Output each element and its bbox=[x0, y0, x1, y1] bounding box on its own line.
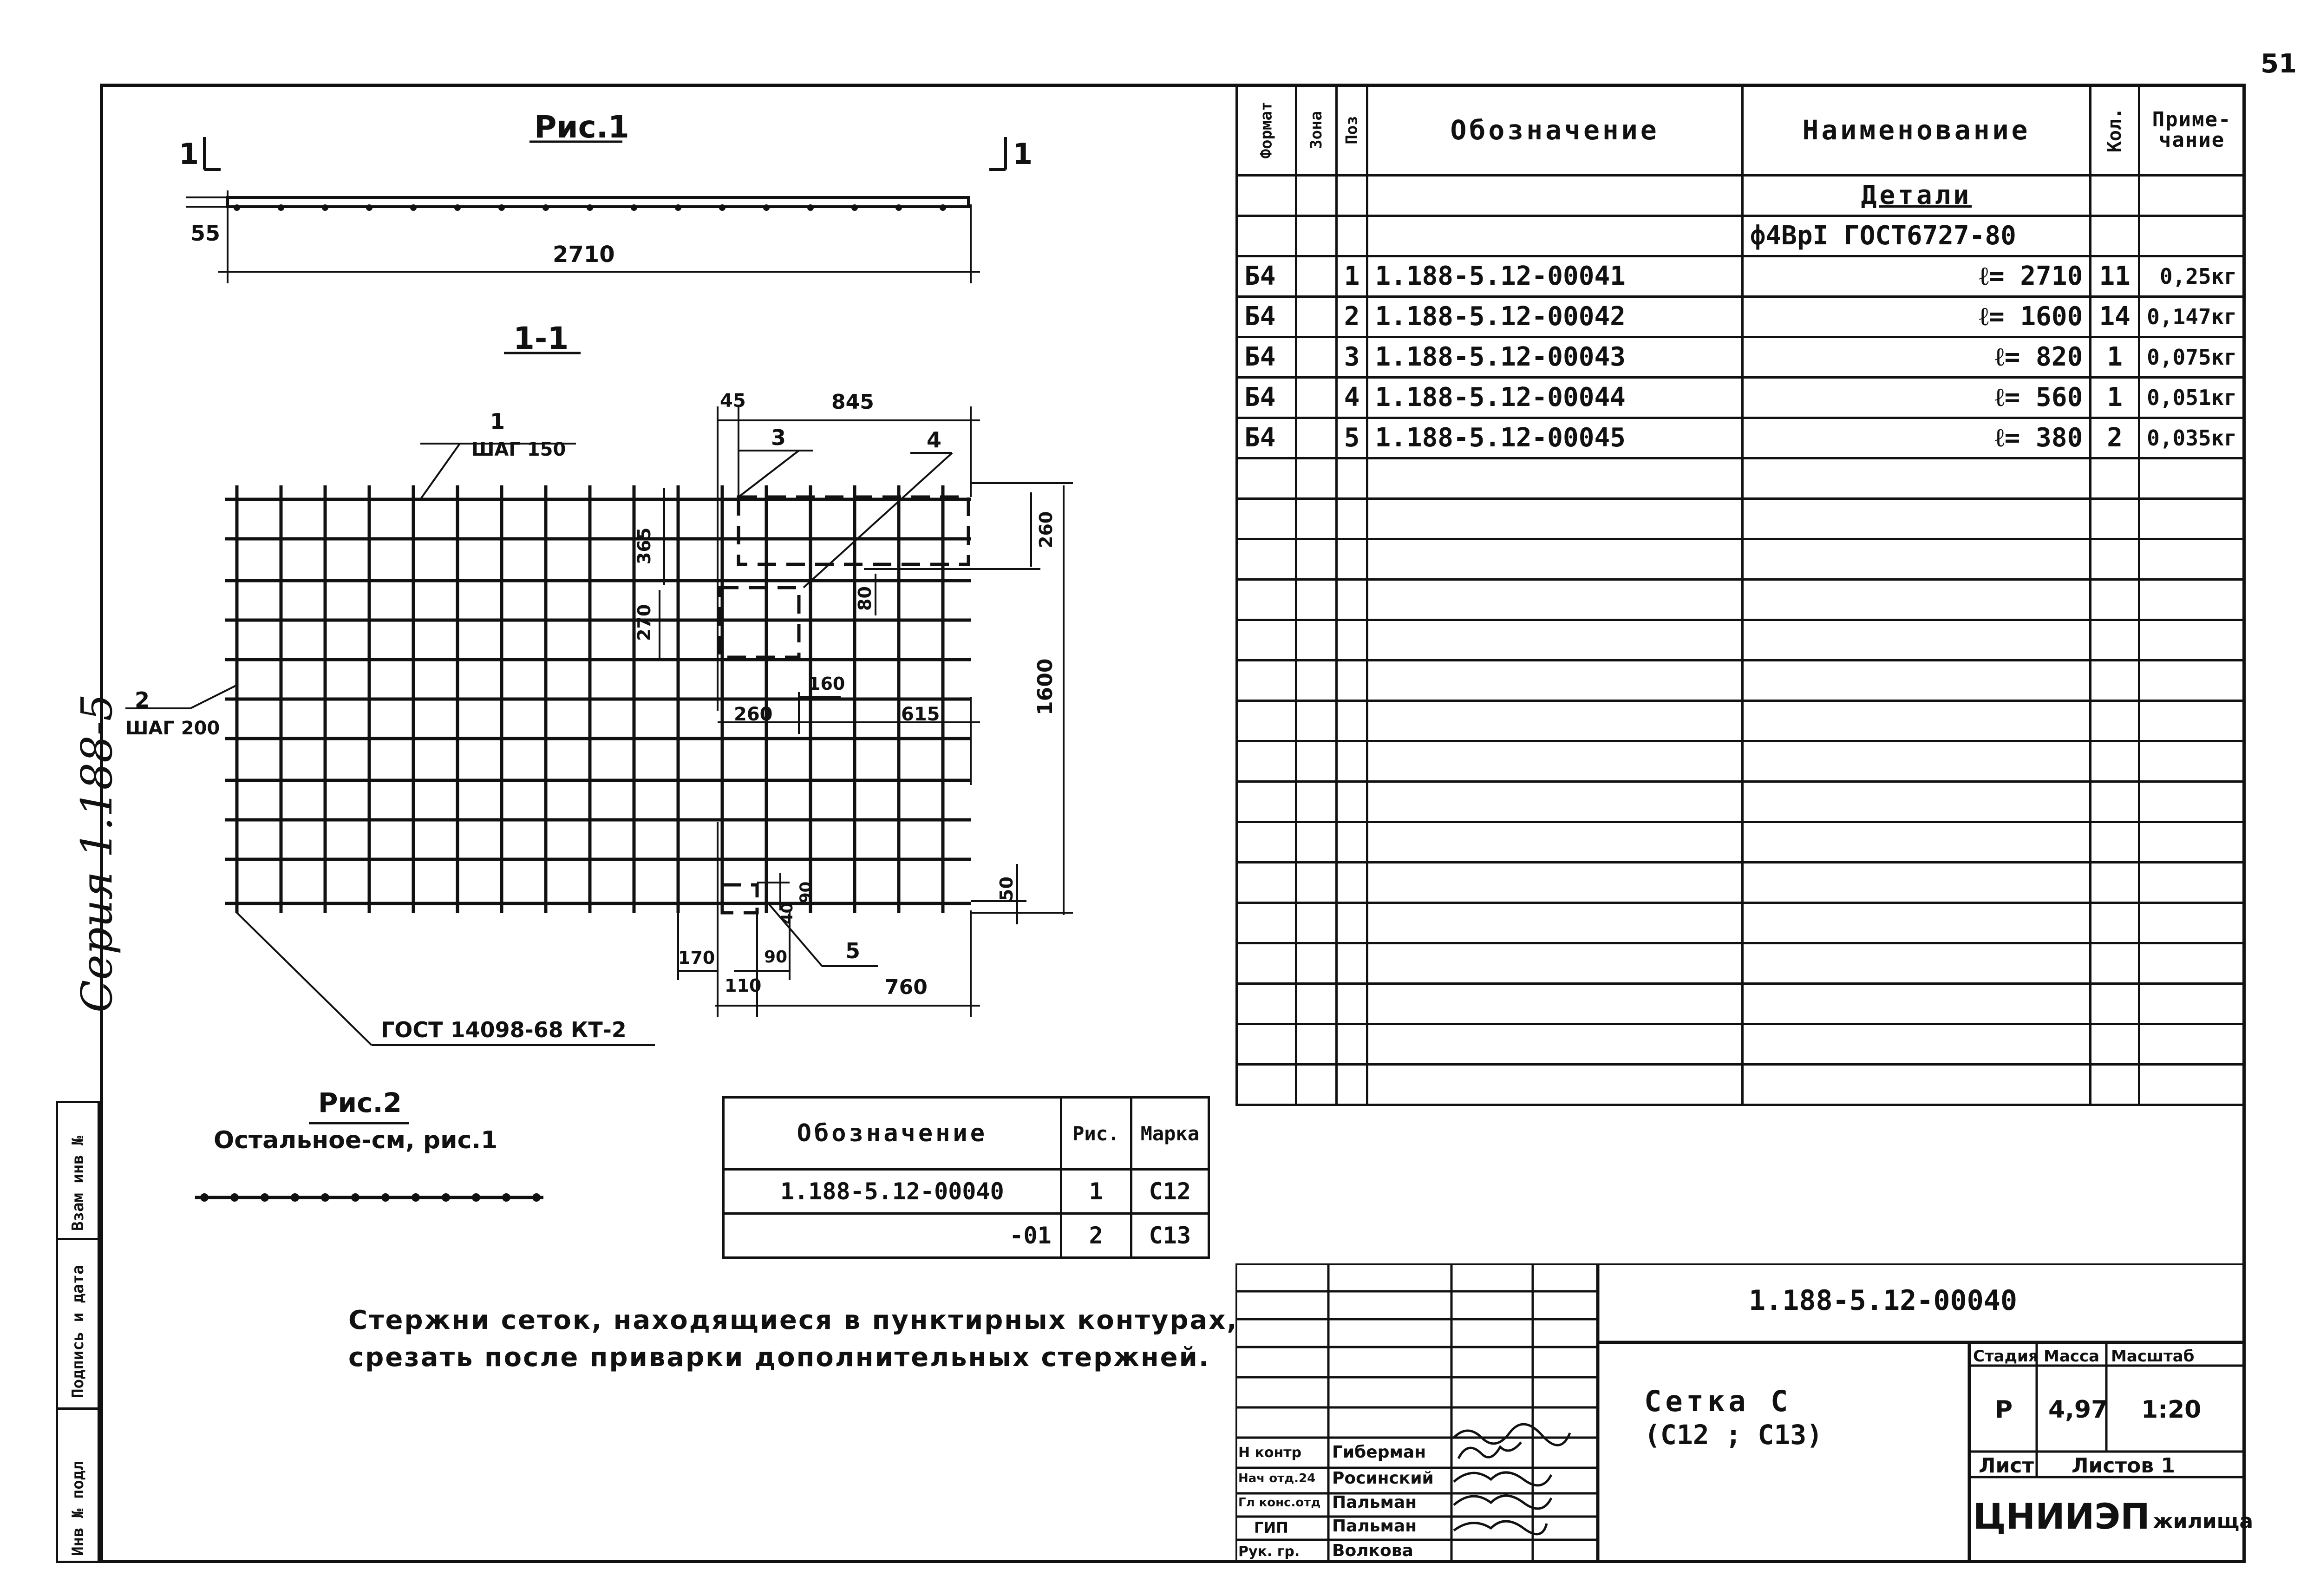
mesh-grid bbox=[225, 485, 971, 913]
fig2-weld-dot bbox=[321, 1193, 329, 1202]
spec-cell-format: Б4 bbox=[1237, 418, 1296, 458]
tb-role-name: Гиберман bbox=[1332, 1443, 1426, 1462]
tb-role: Нач отд.24 bbox=[1238, 1472, 1316, 1485]
fig2-weld-dot bbox=[291, 1193, 299, 1202]
dim-1600: 1600 bbox=[1033, 658, 1057, 715]
side-stamp-inv: Инв № подл bbox=[69, 1461, 87, 1556]
spec-cell-designation: 1.188-5.12-00044 bbox=[1367, 378, 1742, 418]
spec-cell-format: Б4 bbox=[1237, 297, 1296, 337]
spec-material: ф4ВрI ГОСТ6727-80 bbox=[1742, 216, 2091, 256]
spec-cell-qty: 14 bbox=[2091, 297, 2139, 337]
spec-table bbox=[1235, 84, 2246, 1106]
page-number: 51 bbox=[2261, 49, 2297, 79]
spec-cell-note: 0,147кг bbox=[2139, 297, 2245, 337]
section-mark-left: 1 bbox=[179, 137, 199, 171]
note-line1: Стержни сеток, находящиеся в пунктирных контурах, bbox=[348, 1305, 1238, 1335]
spec-cell-qty: 2 bbox=[2091, 418, 2139, 458]
tb-role: Н контр bbox=[1238, 1445, 1302, 1461]
dim-845: 845 bbox=[831, 390, 874, 414]
side-stamp-vzam: Взам инв № bbox=[69, 1136, 87, 1231]
fig2-weld-dot bbox=[442, 1193, 450, 1202]
spec-cell-designation: 1.188-5.12-00045 bbox=[1367, 418, 1742, 458]
dim-160: 160 bbox=[808, 674, 845, 694]
pos5-label: 5 bbox=[845, 938, 861, 963]
spec-cell-designation: 1.188-5.12-00043 bbox=[1367, 337, 1742, 378]
spec-cell-qty: 1 bbox=[2091, 337, 2139, 378]
tb-role: ГИП bbox=[1254, 1519, 1288, 1537]
tb-sheets-label: Листов 1 bbox=[2072, 1454, 2175, 1478]
dim-110: 110 bbox=[725, 975, 762, 996]
spec-row bbox=[1237, 337, 2245, 378]
dim-90b: 90 bbox=[764, 948, 788, 967]
spec-cell-note: 0,035кг bbox=[2139, 418, 2245, 458]
marks-row-designation: -01 bbox=[724, 1214, 1061, 1258]
fig2-weld-dot bbox=[230, 1193, 239, 1202]
pos1-label: 1 bbox=[490, 409, 505, 434]
tb-title-line2: (С12 ; С13) bbox=[1644, 1419, 1823, 1451]
marks-row-fig: 2 bbox=[1061, 1214, 1131, 1258]
dim-45: 45 bbox=[720, 390, 746, 412]
spec-cell-name: ℓ= 1600 bbox=[1742, 297, 2091, 337]
step2-label: ШАГ 200 bbox=[125, 718, 220, 739]
series-handwritten: Серия 1.188-5 bbox=[72, 693, 122, 1013]
spec-cell-note: 0,25кг bbox=[2139, 256, 2245, 297]
marks-table bbox=[722, 1096, 1210, 1259]
weld-dot bbox=[895, 204, 902, 211]
tb-stage-label: Стадия bbox=[1973, 1347, 2039, 1366]
spec-header-qty: Кол. bbox=[2091, 85, 2139, 176]
spec-cell-pos: 1 bbox=[1336, 256, 1367, 297]
weld-dot bbox=[278, 204, 284, 211]
tb-role-name: Пальман bbox=[1332, 1493, 1417, 1512]
marks-header-fig: Рис. bbox=[1061, 1098, 1131, 1170]
spec-header-name: Наименование bbox=[1742, 85, 2091, 176]
marks-row-fig: 1 bbox=[1061, 1170, 1131, 1214]
tb-role-name: Пальман bbox=[1332, 1517, 1417, 1536]
weld-dot bbox=[542, 204, 549, 211]
tb-scale: 1:20 bbox=[2141, 1396, 2202, 1424]
spec-header-note: Приме-чание bbox=[2139, 85, 2245, 176]
spec-row bbox=[1237, 256, 2245, 297]
spec-cell-name: ℓ= 560 bbox=[1742, 378, 2091, 418]
tb-scale-label: Масштаб bbox=[2111, 1347, 2195, 1366]
side-stamp-sign-date: Подпись и дата bbox=[69, 1265, 87, 1398]
spec-section-title: Детали bbox=[1742, 176, 2091, 216]
spec-cell-designation: 1.188-5.12-00041 bbox=[1367, 256, 1742, 297]
dim-170: 170 bbox=[678, 948, 715, 968]
spec-cell-designation: 1.188-5.12-00042 bbox=[1367, 297, 1742, 337]
fig2-subtitle: Остальное-см, рис.1 bbox=[214, 1126, 498, 1154]
spec-cell-pos: 3 bbox=[1336, 337, 1367, 378]
tb-role-name: Волкова bbox=[1332, 1541, 1413, 1560]
fig2-weld-dot bbox=[412, 1193, 420, 1202]
spec-cell-name: ℓ= 820 bbox=[1742, 337, 2091, 378]
spec-cell-format: Б4 bbox=[1237, 378, 1296, 418]
tb-org: ЦНИИЭП bbox=[1973, 1496, 2150, 1537]
fig1-title: Рис.1 bbox=[534, 109, 629, 145]
tb-title-line1: Сетка С bbox=[1644, 1384, 1792, 1418]
fig2-weld-dot bbox=[200, 1193, 209, 1202]
spec-cell-pos: 5 bbox=[1336, 418, 1367, 458]
dim-260: 260 bbox=[734, 704, 773, 725]
fig2-weld-dot bbox=[532, 1193, 541, 1202]
dim-50: 50 bbox=[996, 876, 1017, 901]
fig2-weld-dot bbox=[472, 1193, 480, 1202]
weld-dot bbox=[763, 204, 770, 211]
spec-header-designation: Обозначение bbox=[1367, 85, 1742, 176]
marks-row-mark: С12 bbox=[1131, 1170, 1209, 1214]
dim-760: 760 bbox=[885, 975, 928, 999]
step1-label: ШАГ 150 bbox=[471, 439, 566, 460]
weld-dot bbox=[366, 204, 373, 211]
weld-dot bbox=[940, 204, 946, 211]
weld-dot bbox=[675, 204, 681, 211]
spec-header-zone: Зона bbox=[1296, 85, 1336, 176]
weld-dot bbox=[851, 204, 858, 211]
weld-dot bbox=[631, 204, 637, 211]
tb-role: Рук. гр. bbox=[1238, 1544, 1300, 1560]
title-block bbox=[1235, 1263, 2254, 1563]
fig2-weld-dot bbox=[261, 1193, 269, 1202]
weld-dot bbox=[498, 204, 505, 211]
spec-cell-qty: 1 bbox=[2091, 378, 2139, 418]
weld-dot bbox=[410, 204, 417, 211]
dim-90a: 90 bbox=[797, 881, 815, 903]
weld-dot bbox=[807, 204, 814, 211]
pos2-label: 2 bbox=[135, 687, 150, 713]
dim-260-right: 260 bbox=[1036, 511, 1056, 548]
marks-header-designation: Обозначение bbox=[724, 1098, 1061, 1170]
weld-dot bbox=[587, 204, 593, 211]
weld-dot bbox=[234, 204, 240, 211]
spec-cell-name: ℓ= 380 bbox=[1742, 418, 2091, 458]
pos4-label: 4 bbox=[927, 427, 942, 452]
tb-mass: 4,97 bbox=[2048, 1396, 2108, 1424]
tb-sheet-label: Лист bbox=[1979, 1454, 2034, 1478]
gost-label: ГОСТ 14098-68 КТ-2 bbox=[381, 1017, 627, 1042]
dim-40: 40 bbox=[778, 902, 797, 924]
spec-row bbox=[1237, 297, 2245, 337]
marks-row-designation: 1.188-5.12-00040 bbox=[724, 1170, 1061, 1214]
tb-mass-label: Масса bbox=[2044, 1347, 2100, 1366]
dim-55: 55 bbox=[190, 221, 221, 246]
spec-cell-note: 0,051кг bbox=[2139, 378, 2245, 418]
note-line2: срезать после приварки дополнительных стержней. bbox=[348, 1342, 1210, 1373]
spec-cell-qty: 11 bbox=[2091, 256, 2139, 297]
section-mark-right: 1 bbox=[1013, 137, 1033, 171]
marks-row-mark: С13 bbox=[1131, 1214, 1209, 1258]
spec-cell-name: ℓ= 2710 bbox=[1742, 256, 2091, 297]
pos3-label: 3 bbox=[771, 425, 786, 450]
tb-code: 1.188-5.12-00040 bbox=[1749, 1284, 2017, 1317]
tb-stage: Р bbox=[1995, 1396, 2013, 1424]
tb-role: Гл конс.отд bbox=[1238, 1496, 1321, 1510]
fig2-weld-dot bbox=[351, 1193, 359, 1202]
dim-2710: 2710 bbox=[553, 242, 615, 268]
dim-365: 365 bbox=[634, 527, 654, 564]
weld-dot bbox=[454, 204, 461, 211]
dim-80: 80 bbox=[855, 586, 875, 611]
marks-header-mark: Марка bbox=[1131, 1098, 1209, 1170]
spec-cell-pos: 2 bbox=[1336, 297, 1367, 337]
fig2-weld-dot bbox=[502, 1193, 510, 1202]
spec-cell-format: Б4 bbox=[1237, 337, 1296, 378]
spec-cell-pos: 4 bbox=[1336, 378, 1367, 418]
fig2-title: Рис.2 bbox=[318, 1087, 402, 1119]
weld-dot bbox=[322, 204, 328, 211]
spec-cell-format: Б4 bbox=[1237, 256, 1296, 297]
weld-dot bbox=[719, 204, 725, 211]
tb-org-suffix: жилища bbox=[2153, 1510, 2254, 1533]
spec-header-pos: Поз bbox=[1336, 85, 1367, 176]
spec-header-format: Формат bbox=[1237, 85, 1296, 176]
spec-row bbox=[1237, 378, 2245, 418]
spec-cell-note: 0,075кг bbox=[2139, 337, 2245, 378]
dim-615: 615 bbox=[901, 704, 940, 725]
spec-row bbox=[1237, 418, 2245, 458]
fig2-weld-dot bbox=[381, 1193, 390, 1202]
tb-role-name: Росинский bbox=[1332, 1469, 1434, 1488]
section-title: 1-1 bbox=[513, 321, 569, 356]
dim-270: 270 bbox=[634, 604, 654, 641]
